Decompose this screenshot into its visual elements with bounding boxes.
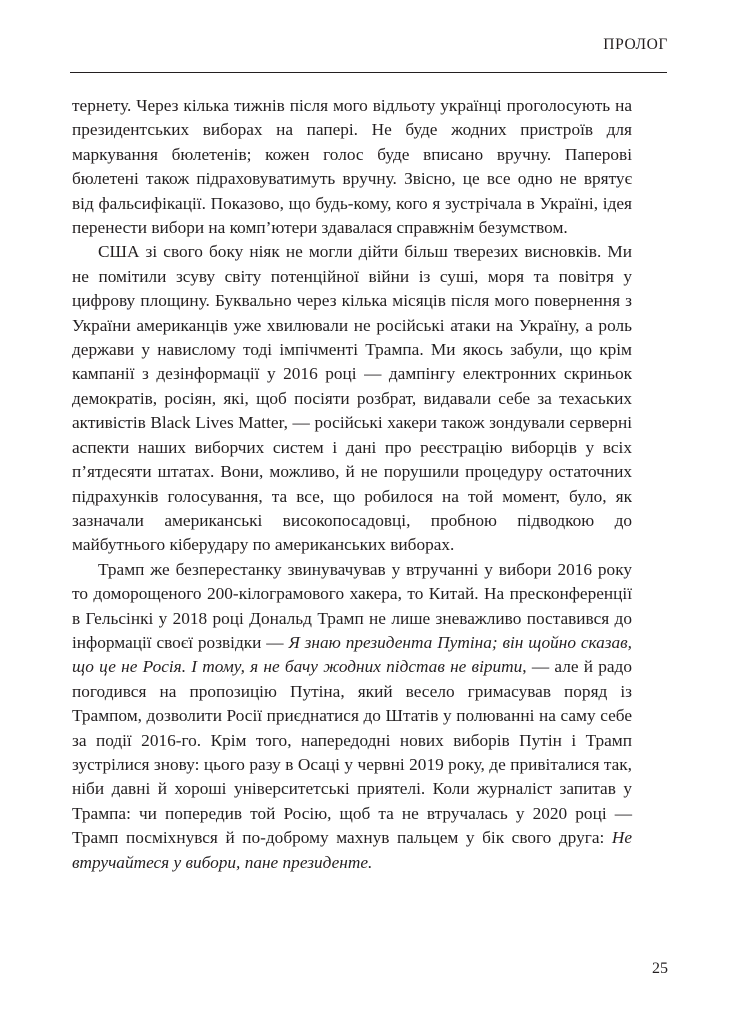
text-run: , — але й радо погодився на пропозицію Путіна, який весело гримасував поряд із Трампом, дозволити Росії приєднатися до Штатів у полюванні на саму себе за події 2016-го. Крім того, напередодні нових виборів Путін і Трамп зустрілися знову: цього разу в Осаці у червні 2019 року, де привіталися так, ніби давні й хороші університетські приятелі. Коли журналіст запитав у Трампа: чи попередив той Росію, щоб та не втручалась у 2020 році — Трамп посміхнувся й по-доброму махнув пальцем у бік свого друга: — [72, 657, 632, 848]
paragraph — [72, 558, 632, 875]
running-head: ПРОЛОГ — [603, 36, 668, 53]
text-run: Трамп же безперестанку звинувачував у втручанні у вибори 2016 року то доморощеного 200-кілограмового хакера, то Китай. На пресконференції в Гельсінкі у 2018 році Дональд Трамп не лише зневажливо поставився до інформації своєї розвідки — — [72, 559, 632, 652]
text-run: тернету. Через кілька тижнів після мого відльоту українці проголосують на президентських виборах на папері. Не буде жодних пристроїв для маркування бюлетенів; кожен голос буде вписано вручну. Паперові бюлетені також підраховуватимуть вручну. Звісно, це все одно не врятує від фальсифікації. Показово, що будь-кому, кого я зустрічала в Україні, ідея перенести вибори на комп’ютери здавалася справжнім безумством. — [72, 96, 632, 238]
header-rule — [70, 72, 667, 73]
italic-quote: Я знаю президента Путіна; він щойно сказав, що це не Росія. І тому, я не бачу жодних підстав не вірити — [72, 632, 633, 677]
paragraph — [72, 94, 632, 240]
italic-quote: Не втручайтеся у вибори, пане президенте. — [72, 828, 632, 872]
page-number: 25 — [652, 960, 668, 977]
paragraph — [72, 240, 632, 557]
body-text — [72, 94, 632, 875]
text-run: США зі свого боку ніяк не могли дійти більш тверезих висновків. Ми не помітили зсуву світу потенційної війни із суші, моря та повітря у цифрову площину. Буквально через кілька місяців після мого повернення з України американців уже хвилювали не російські атаки на Україну, а роль держави у навислому тоді імпічменті Трампа. Ми якось забули, що крім кампанії з дезінформації у 2016 році — дампінгу електронних скриньок демократів, росіян, які, щоб посіяти розбрат, видавали себе за техаських активістів Black Lives Matter, — російські хакери також зондували серверні аспекти наших виборчих систем і дані про реєстрацію виборців у всіх п’ятдесяти штатах. Вони, можливо, й не порушили процедуру остаточних підрахунків голосування, та все, що робилося на той момент, було, як зазначали американські високопосадовці, пробною підводкою до майбутнього кіберудару по американських виборах. — [72, 242, 632, 555]
